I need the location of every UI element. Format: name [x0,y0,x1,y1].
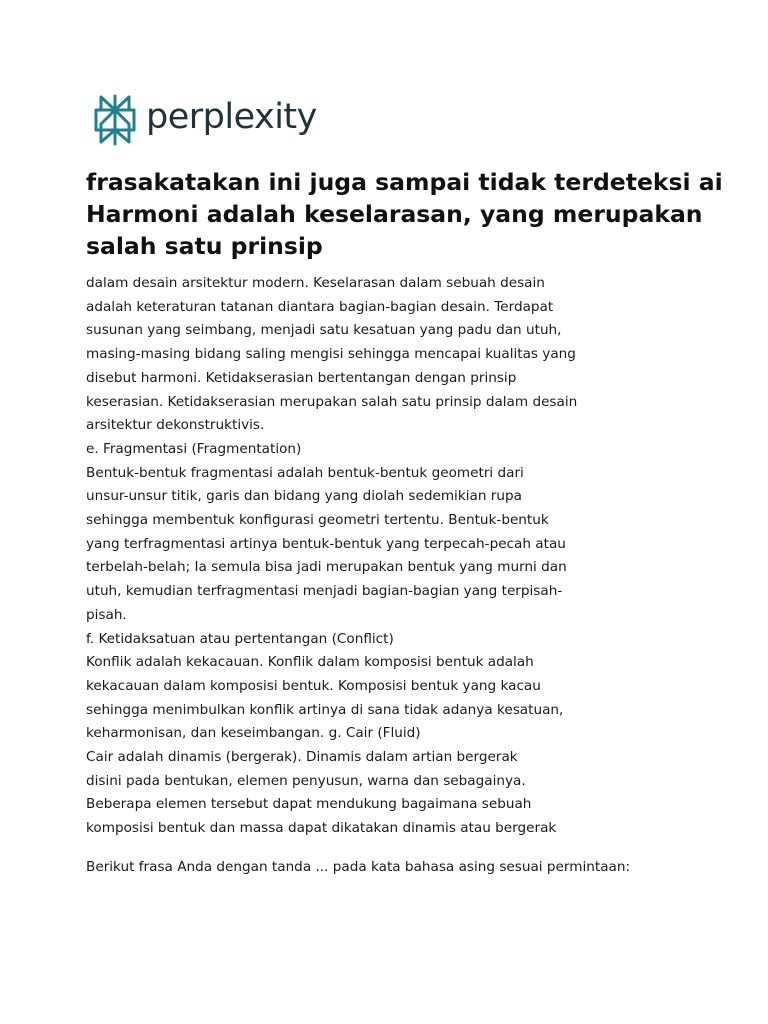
body-line: terbelah-belah; Ia semula bisa jadi merupakan bentuk yang murni dan [86,559,567,576]
body-line: Cair adalah dinamis (bergerak). Dinamis dalam artian bergerak [86,749,518,766]
body-line: keharmonisan, dan keseimbangan. g. Cair (Fluid) [86,725,421,742]
body-line: pisah. [86,606,127,623]
body-line: e. Fragmentasi (Fragmentation) [86,440,302,457]
perplexity-logo [94,94,317,146]
body-line: f. Ketidaksatuan atau pertentangan (Conflict) [86,630,394,647]
body-line: susunan yang seimbang, menjadi satu kesatuan yang padu dan utuh, [86,322,562,339]
body-line: komposisi bentuk dan massa dapat dikatakan dinamis atau bergerak [86,820,557,837]
body-line: utuh, kemudian terfragmentasi menjadi bagian-bagian yang terpisah- [86,583,563,600]
body-line: unsur-unsur titik, garis dan bidang yang diolah sedemikian rupa [86,488,522,505]
body-line: adalah keteraturan tatanan diantara bagian-bagian desain. Terdapat [86,298,554,315]
perplexity-logo-icon [94,94,136,146]
body-line: yang terfragmentasi artinya bentuk-bentuk yang terpecah-pecah atau [86,535,566,552]
body-line: arsitektur dekonstruktivis. [86,417,265,434]
body-text [86,272,706,841]
body-line: keserasian. Ketidakserasian merupakan salah satu prinsip dalam desain [86,393,578,410]
body-line: sehingga menimbulkan konflik artinya di sana tidak adanya kesatuan, [86,701,564,718]
body-line: disebut harmoni. Ketidakserasian bertentangan dengan prinsip [86,369,517,386]
footer-note: Berikut frasa Anda dengan tanda ... pada kata bahasa asing sesuai permintaan: [86,859,631,875]
body-line: Konflik adalah kekacauan. Konflik dalam komposisi bentuk adalah [86,654,534,671]
body-line: dalam desain arsitektur modern. Keselarasan dalam sebuah desain [86,275,545,291]
body-line: sehingga membentuk konfigurasi geometri tertentu. Bentuk-bentuk [86,512,549,529]
body-line: kekacauan dalam komposisi bentuk. Komposisi bentuk yang kacau [86,677,541,694]
body-line: masing-masing bidang saling mengisi sehingga mencapai kualitas yang [86,346,576,363]
body-line: Bentuk-bentuk fragmentasi adalah bentuk-bentuk geometri dari [86,464,524,481]
document-title: frasakatakan ini juga sampai tidak terdeteksi ai Harmoni adalah keselarasan, yang merupakan salah satu prinsip [86,168,723,260]
body-line: Beberapa elemen tersebut dapat mendukung bagaimana sebuah [86,796,532,813]
body-line: disini pada bentukan, elemen penyusun, warna dan sebagainya. [86,772,526,789]
logo-text: perplexity [146,97,317,137]
